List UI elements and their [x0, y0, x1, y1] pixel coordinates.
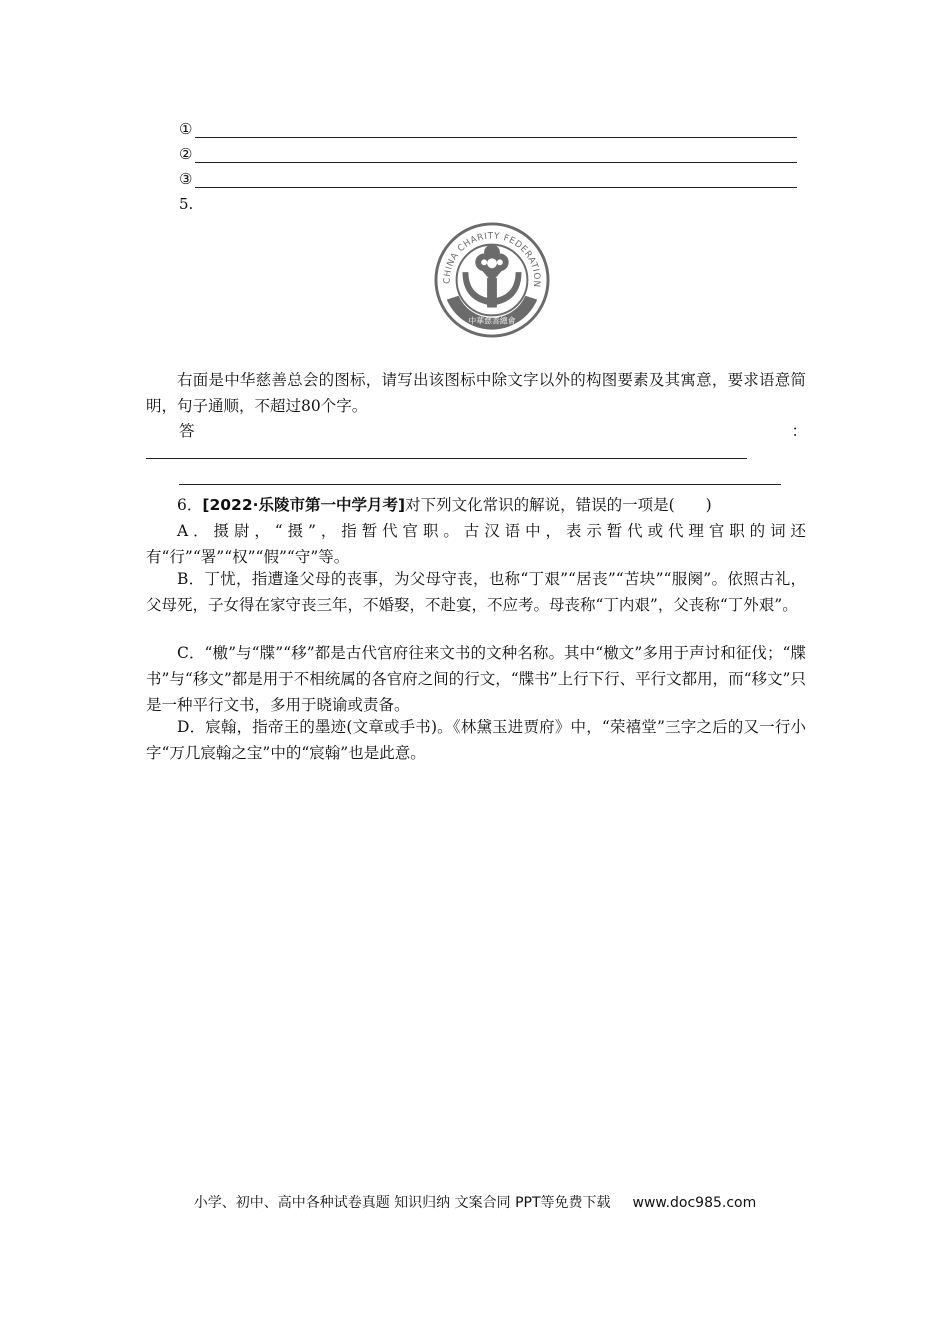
blank-line-1[interactable]	[179, 120, 797, 138]
page-footer	[0, 1192, 950, 1212]
blank-line-3[interactable]	[179, 170, 797, 188]
question-6-stem-text: 对下列文化常识的解说，错误的一项是( )	[405, 496, 712, 514]
footer-text: 小学、初中、高中各种试卷真题 知识归纳 文案合同 PPT等免费下载	[193, 1195, 611, 1211]
answer-line-2[interactable]	[179, 484, 781, 485]
blank-rule	[195, 175, 797, 188]
question-6-option-b[interactable]: B．丁忧，指遭逢父母的丧事，为父母守丧，也称“丁艰”“居丧”“苫块”“服阕”。依照古礼，父母死，子女得在家守丧三年，不婚娶，不赴宴，不应考。母丧称“丁内艰”，父丧称“丁外艰”。	[146, 570, 806, 614]
answer-label: 答	[179, 422, 195, 440]
question-6-option-d[interactable]: D．宸翰，指帝王的墨迹(文章或手书)。《林黛玉进贾府》中，“荣禧堂”三字之后的又一行小字“万几宸翰之宝”中的“宸翰”也是此意。	[146, 718, 806, 762]
question-6-number: 6．	[177, 496, 203, 514]
question-5-number: 5.	[179, 195, 194, 213]
blank-number: ②	[179, 145, 193, 163]
blank-rule	[195, 125, 797, 138]
answer-row	[179, 420, 807, 442]
logo-bottom-text: 中華慈善總會	[468, 316, 516, 326]
question-6-option-c[interactable]: C．“檄”与“牒”“移”都是古代官府往来文书的文种名称。其中“檄文”多用于声讨和征伐；“牒书”与“移文”都是用于不相统属的各官府之间的行文，“牒书”上行下行、平行文都用，而“移文”只是一种平行文书，多用于晓谕或责备。	[146, 644, 806, 714]
answer-colon: ：	[791, 422, 807, 440]
question-6-source: [2022·乐陵市第一中学月考]	[202, 496, 406, 514]
blank-line-2[interactable]	[179, 145, 797, 163]
blank-number: ①	[179, 120, 193, 138]
answer-line-1[interactable]	[146, 458, 747, 459]
question-6-option-a[interactable]: A．摄尉，“摄”，指暂代官职。古汉语中，表示暂代或代理官职的词还有“行”“署”“权”“假”“守”等。	[146, 522, 806, 566]
logo-ring-text: CHINA CHARITY FEDERATION	[442, 231, 542, 289]
footer-site-link[interactable]: www.doc985.com	[632, 1195, 757, 1211]
blank-number: ③	[179, 170, 193, 188]
china-charity-federation-logo-icon	[433, 221, 551, 339]
blank-rule	[195, 150, 797, 163]
question-5-prompt: 右面是中华慈善总会的图标，请写出该图标中除文字以外的构图要素及其寓意，要求语意简明，句子通顺，不超过80个字。	[146, 371, 806, 415]
question-6-stem	[146, 492, 806, 518]
